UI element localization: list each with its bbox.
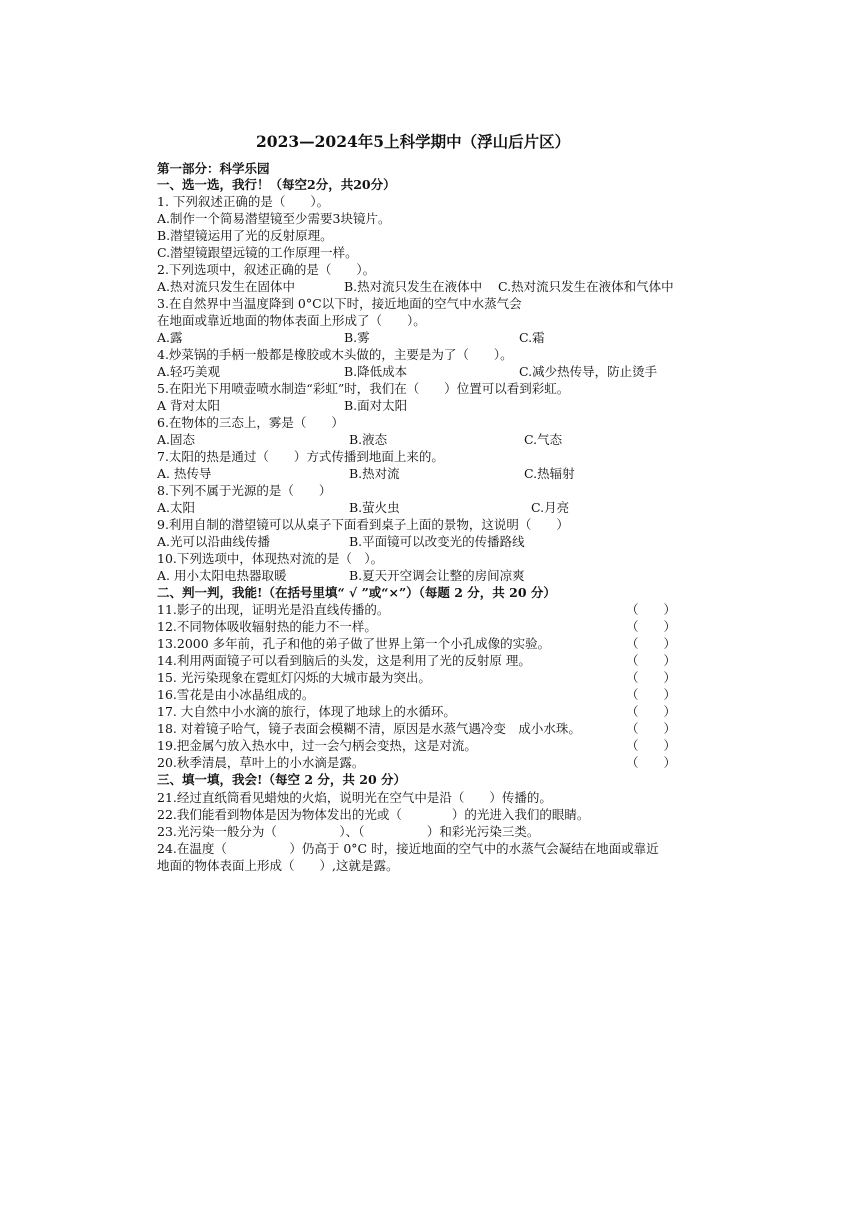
- q4-stem: 4.炒菜锅的手柄一般都是橡胶或木头做的，主要是为了（ ）。: [157, 347, 513, 362]
- q8-stem: 8.下列不属于光源的是（ ）: [157, 483, 332, 498]
- q5-stem: 5.在阳光下用喷壶喷水制造“彩虹”时，我们在（ ）位置可以看到彩虹。: [157, 381, 570, 396]
- section1-heading: 一、选一选，我行！（每空2分，共20分）: [157, 177, 396, 192]
- q4-option-a: A.轻巧美观: [157, 364, 221, 379]
- q21-text: 21.经过直纸筒看见蜡烛的火焰，说明光在空气中是沿（ ）传播的。: [157, 790, 552, 805]
- q3-option-a: A.露: [157, 330, 183, 345]
- q1-stem: 1. 下列叙述正确的是（ ）。: [157, 194, 330, 209]
- answer-blank[interactable]: （ ）: [626, 636, 677, 651]
- q6-option-a: A.固态: [157, 432, 196, 447]
- q5-option-a: A 背对太阳: [157, 398, 221, 413]
- q4-option-c: C.减少热传导，防止烫手: [519, 364, 658, 379]
- answer-blank[interactable]: （ ）: [626, 653, 677, 668]
- q6-option-c: C.气态: [524, 432, 563, 447]
- q22-text: 22.我们能看到物体是因为物体发出的光或（ ）的光进入我们的眼睛。: [157, 807, 590, 822]
- answer-blank[interactable]: （ ）: [626, 704, 677, 719]
- answer-blank[interactable]: （ ）: [626, 602, 677, 617]
- q1-option-a: A.制作一个简易潜望镜至少需要3块镜片。: [157, 211, 391, 226]
- judge-item: 17. 大自然中小水滴的旅行，体现了地球上的水循环。: [157, 704, 456, 719]
- answer-blank[interactable]: （ ）: [626, 687, 677, 702]
- q6-stem: 6.在物体的三态上，雾是（ ）: [157, 415, 344, 430]
- answer-blank[interactable]: （ ）: [626, 755, 677, 770]
- q2-option-a: A.热对流只发生在固体中: [157, 279, 296, 294]
- q3-option-b: B.雾: [344, 330, 370, 345]
- answer-blank[interactable]: （ ）: [626, 721, 677, 736]
- judge-item: 15. 光污染现象在霓虹灯闪烁的大城市最为突出。: [157, 670, 431, 685]
- q2-stem: 2.下列选项中，叙述正确的是（ ）。: [157, 262, 376, 277]
- section3-heading: 三、填一填，我会!（每空 2 分，共 20 分）: [157, 772, 406, 787]
- answer-blank[interactable]: （ ）: [626, 670, 677, 685]
- q5-option-b: B.面对太阳: [344, 398, 408, 413]
- q8-option-b: B.萤火虫: [349, 500, 400, 515]
- q7-stem: 7.太阳的热是通过（ ）方式传播到地面上来的。: [157, 449, 444, 464]
- q9-stem: 9.利用自制的潜望镜可以从桌子下面看到桌子上面的景物，这说明（ ）: [157, 517, 569, 532]
- q10-option-b: B.夏天开空调会让整的房间凉爽: [349, 568, 525, 583]
- q6-option-b: B.液态: [349, 432, 388, 447]
- q24-text-line1: 24.在温度（ ）仍高于 0°C 时，接近地面的空气中的水蒸气会凝结在地面或靠近: [157, 841, 659, 856]
- q8-option-c: C.月亮: [531, 500, 570, 515]
- answer-blank[interactable]: （ ）: [626, 738, 677, 753]
- q3-option-c: C.霜: [519, 330, 545, 345]
- q4-option-b: B.降低成本: [344, 364, 408, 379]
- q9-option-a: A.光可以沿曲线传播: [157, 534, 271, 549]
- page-title: 2023—2024年5上科学期中（浮山后片区）: [256, 132, 571, 151]
- part-heading: 第一部分：科学乐园: [157, 161, 270, 176]
- judge-item: 20.秋季清晨，草叶上的小水滴是露。: [157, 755, 365, 770]
- section2-heading: 二、判一判，我能!（在括号里填“ √ ”或“×”）（每题 2 分，共 20 分）: [157, 585, 556, 600]
- q8-option-a: A.太阳: [157, 500, 196, 515]
- q1-option-c: C.潜望镜跟望远镜的工作原理一样。: [157, 245, 358, 260]
- q3-stem-line2: 在地面或靠近地面的物体表面上形成了（ ）。: [157, 313, 426, 328]
- judge-item: 12.不同物体吸收辐射热的能力不一样。: [157, 619, 377, 634]
- q9-option-b: B.平面镜可以改变光的传播路线: [349, 534, 525, 549]
- judge-item: 18. 对着镜子哈气，镜子表面会模糊不清，原因是水蒸气遇冷变 成小水珠。: [157, 721, 581, 736]
- q3-stem-line1: 3.在自然界中当温度降到 0°C以下时，接近地面的空气中水蒸气会: [157, 296, 522, 311]
- answer-blank[interactable]: （ ）: [626, 619, 677, 634]
- judge-item: 16.雪花是由小冰晶组成的。: [157, 687, 315, 702]
- q1-option-b: B.潜望镜运用了光的反射原理。: [157, 228, 333, 243]
- judge-item: 13.2000 多年前，孔子和他的弟子做了世界上第一个小孔成像的实验。: [157, 636, 551, 651]
- q7-option-b: B.热对流: [349, 466, 400, 481]
- judge-item: 19.把金属勺放入热水中，过一会勺柄会变热，这是对流。: [157, 738, 477, 753]
- q24-text-line2: 地面的物体表面上形成（ ）,这就是露。: [157, 858, 399, 873]
- q10-stem: 10.下列选项中，体现热对流的是（ ）。: [157, 551, 384, 566]
- q2-option-c: C.热对流只发生在液体和气体中: [498, 279, 674, 294]
- judge-item: 14.利用两面镜子可以看到脑后的头发，这是利用了光的反射原 理。: [157, 653, 531, 668]
- q23-text: 23.光污染一般分为（ ）、（ ）和彩光污染三类。: [157, 824, 540, 839]
- q10-option-a: A. 用小太阳电热器取暖: [157, 568, 287, 583]
- q7-option-a: A. 热传导: [157, 466, 212, 481]
- judge-item: 11.影子的出现，证明光是沿直线传播的。: [157, 602, 390, 617]
- q7-option-c: C.热辐射: [524, 466, 575, 481]
- q2-option-b: B.热对流只发生在液体中: [344, 279, 483, 294]
